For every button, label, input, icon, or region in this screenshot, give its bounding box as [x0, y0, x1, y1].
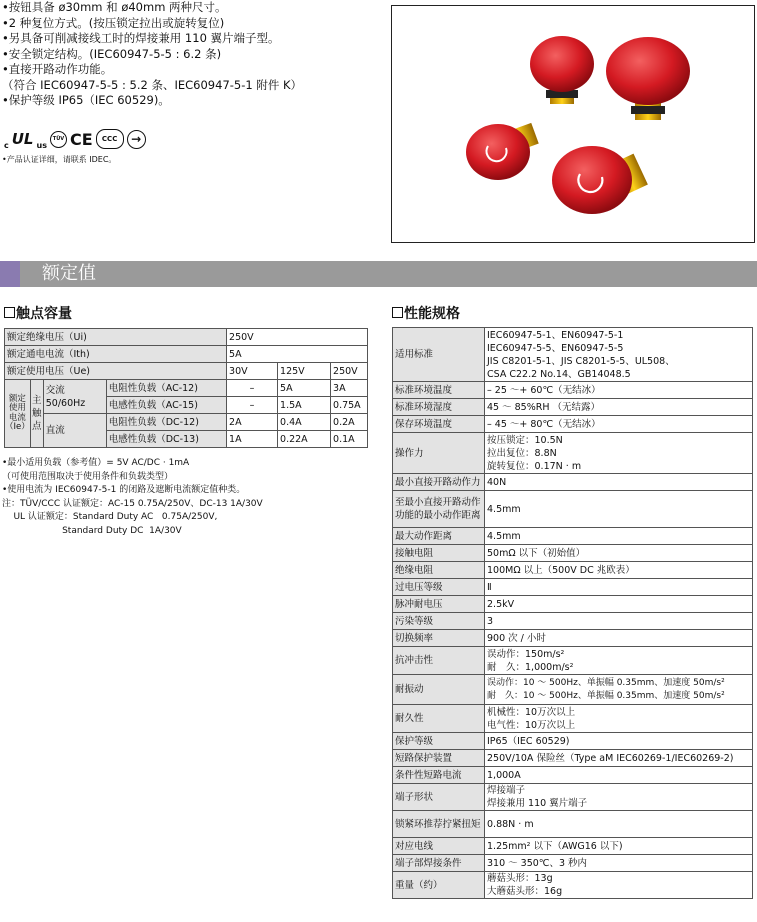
table-row: [393, 328, 753, 382]
spec-value: [485, 647, 753, 675]
spec-value: [485, 811, 753, 838]
spec-label: 操作力: [393, 433, 485, 474]
note-line: •使用电流为 IEC60947-5-1 的闭路及遮断电流额定值种类。: [2, 485, 246, 495]
tuv-mark: TÜV: [50, 131, 67, 148]
main-contact-label: 主触点: [30, 380, 43, 448]
spec-label: 条件性短路电流: [393, 767, 485, 784]
button-large-2: [552, 146, 648, 214]
spec-value-line: 310 ～ 350℃、3 秒内: [487, 857, 588, 869]
button-small-1: [530, 36, 594, 104]
spec-label: 耐久性: [393, 705, 485, 733]
feature-list: [2, 0, 387, 109]
spec-value-line: IP65（IEC 60529): [487, 735, 570, 747]
spec-value: [485, 579, 753, 596]
square-bullet-icon: [4, 307, 15, 318]
spec-value: [485, 872, 753, 899]
section-banner: [0, 261, 757, 287]
spec-label: 标准环境温度: [393, 382, 485, 399]
table-row: [393, 474, 753, 491]
table-row: [393, 630, 753, 647]
table-row: [393, 528, 753, 545]
table-row: 额定使用电流（Ie） 主触点 交流 50/60Hz 电阻性负载（AC-12) – 5A 3A: [5, 380, 368, 397]
spec-value-line: 40N: [487, 476, 507, 488]
table-row: [393, 872, 753, 899]
spec-value-line: 100MΩ 以上（500V DC 兆欧表）: [487, 564, 635, 576]
table-row: [393, 579, 753, 596]
spec-label: 端子部焊接条件: [393, 855, 485, 872]
table-row: [393, 596, 753, 613]
spec-label: 适用标准: [393, 328, 485, 382]
product-photo: [391, 5, 755, 243]
spec-value-line: – 45 ～+ 80℃（无结冰）: [487, 418, 601, 430]
spec-value-line: 3: [487, 615, 494, 627]
spec-label: 短路保护装置: [393, 750, 485, 767]
spec-label: 接触电阻: [393, 545, 485, 562]
spec-value-line: 900 次 / 小时: [487, 632, 546, 644]
feature-item: •另具备可削减接线工时的焊接兼用 110 翼片端子型。: [2, 31, 280, 45]
table-row: [393, 399, 753, 416]
spec-value-line: IEC60947-5-1、EN60947-5-1: [487, 329, 624, 341]
spec-value-line: – 25 ～+ 60℃（无结冰）: [487, 384, 601, 396]
spec-value: [485, 613, 753, 630]
spec-value: [485, 491, 753, 528]
spec-label: 最大动作距离: [393, 528, 485, 545]
ce-mark: CE: [69, 129, 93, 149]
table-row: [393, 811, 753, 838]
spec-value-line: 蘑菇头形：13g: [487, 873, 553, 884]
feature-item: •安全锁定结构。(IEC60947-5-5 : 6.2 条): [2, 46, 222, 61]
ul-mark: UL: [11, 130, 34, 148]
note-line: 注：TÜV/CCC 认证额定：AC-15 0.75A/250V、DC-13 1A/30V: [2, 498, 263, 509]
spec-label: 污染等级: [393, 613, 485, 630]
spec-value: [485, 784, 753, 811]
table-row: [393, 491, 753, 528]
spec-value: [485, 750, 753, 767]
table-row: [393, 733, 753, 750]
banner-title: 额定值: [42, 263, 96, 284]
spec-value: [485, 630, 753, 647]
spec-value: [485, 838, 753, 855]
spec-value-line: 拉出复位：8.8N: [487, 447, 557, 459]
spec-label: 脉冲耐电压: [393, 596, 485, 613]
spec-label: 切换频率: [393, 630, 485, 647]
note-line: （可使用范围取决于使用条件和负载类型）: [2, 471, 174, 482]
spec-value-line: 旋转复位：0.17N · m: [487, 460, 582, 472]
contact-notes: [2, 457, 263, 538]
feature-item: （符合 IEC60947-5-5 : 5.2 条、IEC60947-5-1 附件 K）: [2, 77, 303, 92]
spec-value-line: 0.88N · m: [487, 818, 534, 830]
spec-value: [485, 545, 753, 562]
spec-value: [485, 733, 753, 750]
arrow-mark: →: [127, 130, 146, 149]
table-row: [393, 433, 753, 474]
performance-section-title: 性能规格: [392, 303, 460, 323]
spec-value-line: JIS C8201-5-1、JIS C8201-5-5、UL508、: [487, 355, 675, 367]
performance-spec-table: [392, 327, 753, 899]
note-line: Standard Duty DC 1A/30V: [2, 525, 182, 536]
table-row: 电感性负载（DC-13) 1A 0.22A 0.1A: [5, 431, 368, 448]
table-row: [393, 562, 753, 579]
contact-section-title: 触点容量: [4, 303, 72, 323]
spec-value-line: 50mΩ 以下（初始值）: [487, 547, 586, 559]
spec-value-line: 耐 久：1,000m/s²: [487, 661, 574, 673]
table-row: [393, 545, 753, 562]
spec-value-line: 焊接端子: [487, 785, 526, 796]
button-small-2: [466, 123, 539, 180]
spec-value: [485, 474, 753, 491]
spec-value: [485, 855, 753, 872]
spec-value-line: 电气性：10万次以上: [487, 719, 576, 731]
spec-label: 最小直接开路动作力: [393, 474, 485, 491]
cert-note: •产品认证详细，请联系 IDEC。: [2, 155, 117, 164]
spec-label: 锁紧环推荐拧紧扭矩: [393, 811, 485, 838]
spec-label: 绝缘电阻: [393, 562, 485, 579]
spec-label: 标准环境湿度: [393, 399, 485, 416]
square-bullet-icon: [392, 307, 403, 318]
spec-value-line: 2.5kV: [487, 598, 515, 610]
spec-value-line: 误动作：150m/s²: [487, 648, 565, 660]
feature-item: •直接开路动作功能。: [2, 62, 113, 76]
spec-value: [485, 416, 753, 433]
spec-value-line: Ⅱ: [487, 581, 492, 593]
feature-item: •保护等级 IP65（IEC 60529)。: [2, 93, 170, 107]
spec-value-line: 4.5mm: [487, 503, 521, 515]
certification-marks: [4, 128, 146, 150]
spec-value: [485, 675, 753, 705]
spec-value-line: 1.25mm² 以下（AWG16 以下): [487, 840, 623, 852]
table-row: [393, 855, 753, 872]
us-mark: us: [36, 141, 47, 150]
table-row: [393, 767, 753, 784]
spec-label: 保护等级: [393, 733, 485, 750]
spec-value: [485, 382, 753, 399]
spec-value-line: 4.5mm: [487, 530, 521, 542]
spec-value: [485, 596, 753, 613]
spec-value-line: 按压锁定：10.5N: [487, 434, 563, 446]
spec-value: [485, 562, 753, 579]
button-large-1: [606, 37, 690, 120]
table-row: 额定使用电压（Ue) 30V 125V 250V: [5, 363, 368, 380]
table-row: [393, 784, 753, 811]
spec-value: [485, 399, 753, 416]
spec-label: 过电压等级: [393, 579, 485, 596]
table-row: 直流 电阻性负载（DC-12) 2A 0.4A 0.2A: [5, 414, 368, 431]
spec-value: [485, 528, 753, 545]
spec-value-line: 误动作：10 ～ 500Hz、单振幅 0.35mm、加速度 50m/s²: [487, 677, 725, 688]
spec-label: 耐振动: [393, 675, 485, 705]
note-line: UL 认证额定：Standard Duty AC 0.75A/250V,: [2, 512, 218, 522]
table-row: [393, 416, 753, 433]
spec-value: [485, 705, 753, 733]
table-row: [393, 613, 753, 630]
spec-value: [485, 767, 753, 784]
table-row: [393, 838, 753, 855]
table-row: [393, 647, 753, 675]
spec-value-line: 250V/10A 保险丝（Type aM IEC60269-1/IEC60269-2): [487, 752, 734, 764]
spec-label: 重量（约）: [393, 872, 485, 899]
spec-label: 至最小直接开路动作功能的最小动作距离: [393, 491, 485, 528]
banner-accent: [0, 261, 20, 287]
spec-value-line: 大蘑菇头形：16g: [487, 886, 563, 897]
spec-label: 抗冲击性: [393, 647, 485, 675]
push-button-illustration: [392, 6, 754, 242]
table-row: 电感性负载（AC-15) – 1.5A 0.75A: [5, 397, 368, 414]
spec-value: [485, 328, 753, 382]
table-row: [393, 675, 753, 705]
spec-value-line: 45 ～ 85%RH （无结露）: [487, 401, 601, 413]
spec-label: 保存环境温度: [393, 416, 485, 433]
spec-value-line: 机械性：10万次以上: [487, 706, 576, 718]
spec-value: [485, 433, 753, 474]
spec-value-line: 耐 久：10 ～ 500Hz、单振幅 0.35mm、加速度 50m/s²: [487, 690, 725, 701]
spec-value-line: IEC60947-5-5、EN60947-5-5: [487, 342, 624, 354]
note-line: •最小适用负载（参考值）= 5V AC/DC · 1mA: [2, 458, 190, 468]
spec-value-line: 焊接兼用 110 翼片端子: [487, 798, 588, 809]
feature-item: •2 种复位方式。(按压锁定拉出或旋转复位): [2, 15, 225, 30]
feature-item: •按钮具备 ø30mm 和 ø40mm 两种尺寸。: [2, 0, 227, 14]
ccc-mark: CCC: [96, 129, 124, 149]
spec-label: 对应电线: [393, 838, 485, 855]
table-row: [393, 382, 753, 399]
table-row: [393, 750, 753, 767]
rated-current-label: 额定使用电流（Ie）: [5, 380, 31, 448]
table-row: 额定绝缘电压（Ui) 250V: [5, 329, 368, 346]
c-mark: c: [4, 141, 9, 150]
spec-value-line: CSA C22.2 No.14、GB14048.5: [487, 368, 631, 380]
table-row: [393, 705, 753, 733]
contact-rating-table: [4, 328, 368, 448]
table-row: 额定通电电流（Ith) 5A: [5, 346, 368, 363]
spec-value-line: 1,000A: [487, 769, 521, 781]
spec-label: 端子形状: [393, 784, 485, 811]
